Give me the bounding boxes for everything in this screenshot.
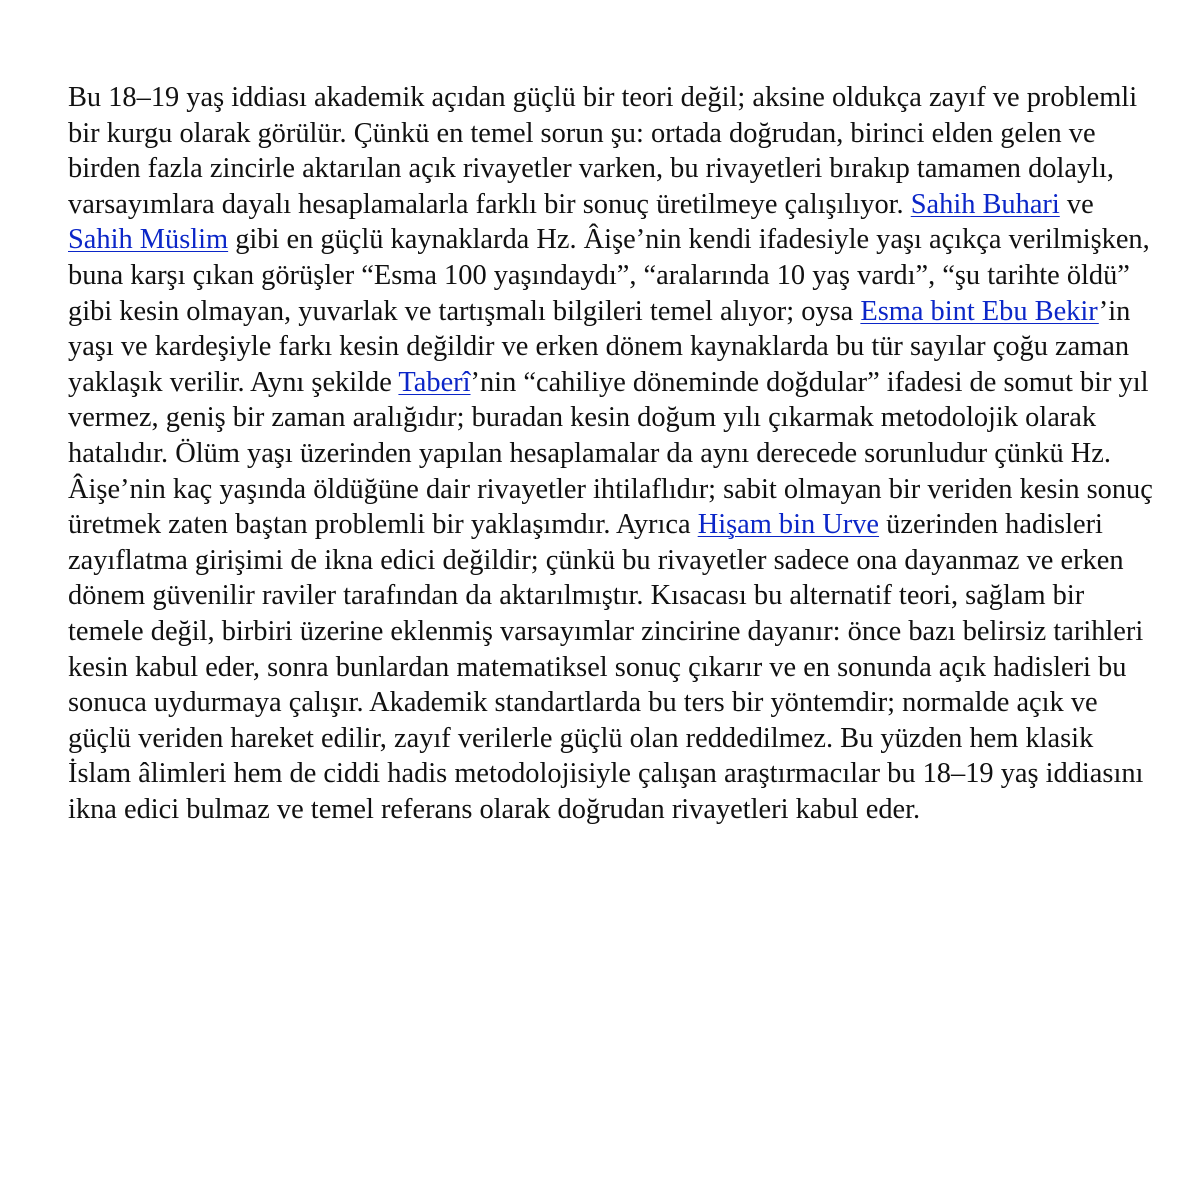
paragraph-text-5: ’nin “cahiliye döneminde doğdular” ifadesi de somut bir yıl vermez, geniş bir zaman aralığıdır; buradan kesin doğum yılı çıkarmak metodolojik olarak hatalıdır. Ölüm yaşı üzerinden yapılan hesaplamalar da aynı derecede sorunludur çünkü Hz. Âişe’nin kaç yaşında öldüğüne dair rivayetler ihtilaflıdır; sabit olmayan bir veriden kesin sonuç üretmek zaten baştan problemli bir yaklaşımdır. Ayrıca (68, 366, 1153, 541)
link-hisam-bin-urve[interactable]: Hişam bin Urve (697, 509, 880, 541)
paragraph-text-4: ’in yaşı ve kardeşiyle farkı kesin değildir ve erken dönem kaynaklarda bu tür sayılar çoğu zaman yaklaşık verilir. Aynı şekilde (68, 295, 1131, 398)
paragraph-text-6: üzerinden hadisleri zayıflatma girişimi de ikna edici değildir; çünkü bu rivayetler sadece ona dayanmaz ve erken dönem güvenilir raviler tarafından da aktarılmıştır. Kısacası bu alternatif teori, sağlam bir temele değil, birbiri üzerine eklenmiş varsayımlar zincirine dayanır: önce bazı belirsiz tarihleri kesin kabul eder, sonra bunlardan matematiksel sonuç çıkarır ve en sonunda açık hadisleri bu sonuca uydurmaya çalışır. Akademik standartlarda bu ters bir yöntemdir; normalde açık ve güçlü veriden hareket edilir, zayıf verilerle güçlü olan reddedilmez. Bu yüzden hem klasik İslam âlimleri hem de ciddi hadis metodolojisiyle çalışan araştırmacılar bu 18–19 yaş iddiasını ikna edici bulmaz ve temel referans olarak doğrudan rivayetleri kabul eder. (68, 509, 1144, 825)
article-paragraph (68, 80, 1158, 827)
paragraph-text-3: gibi en güçlü kaynaklarda Hz. Âişe’nin kendi ifadesiyle yaşı açıkça verilmişken, buna karşı çıkan görüşler “Esma 100 yaşındaydı”, “aralarında 10 yaş vardı”, “şu tarihte öldü” gibi kesin olmayan, yuvarlak ve tartışmalı bilgileri temel alıyor; oysa (68, 224, 1150, 327)
link-taberi[interactable]: Taberî (398, 366, 471, 398)
link-sahih-muslim[interactable]: Sahih Müslim (68, 224, 229, 256)
link-esma-bint-ebu-bekir[interactable]: Esma bint Ebu Bekir (860, 295, 1099, 327)
paragraph-text-2: ve (1059, 188, 1094, 220)
paragraph-text-1: Bu 18–19 yaş iddiası akademik açıdan güçlü bir teori değil; aksine oldukça zayıf ve problemli bir kurgu olarak görülür. Çünkü en temel sorun şu: ortada doğrudan, birinci elden gelen ve birden fazla zincirle aktarılan açık rivayetler varken, bu rivayetleri bırakıp tamamen dolaylı, varsayımlara dayalı hesaplamalarla farklı bir sonuç üretilmeye çalışılıyor. (68, 82, 1138, 220)
link-sahih-buhari[interactable]: Sahih Buhari (910, 188, 1060, 220)
